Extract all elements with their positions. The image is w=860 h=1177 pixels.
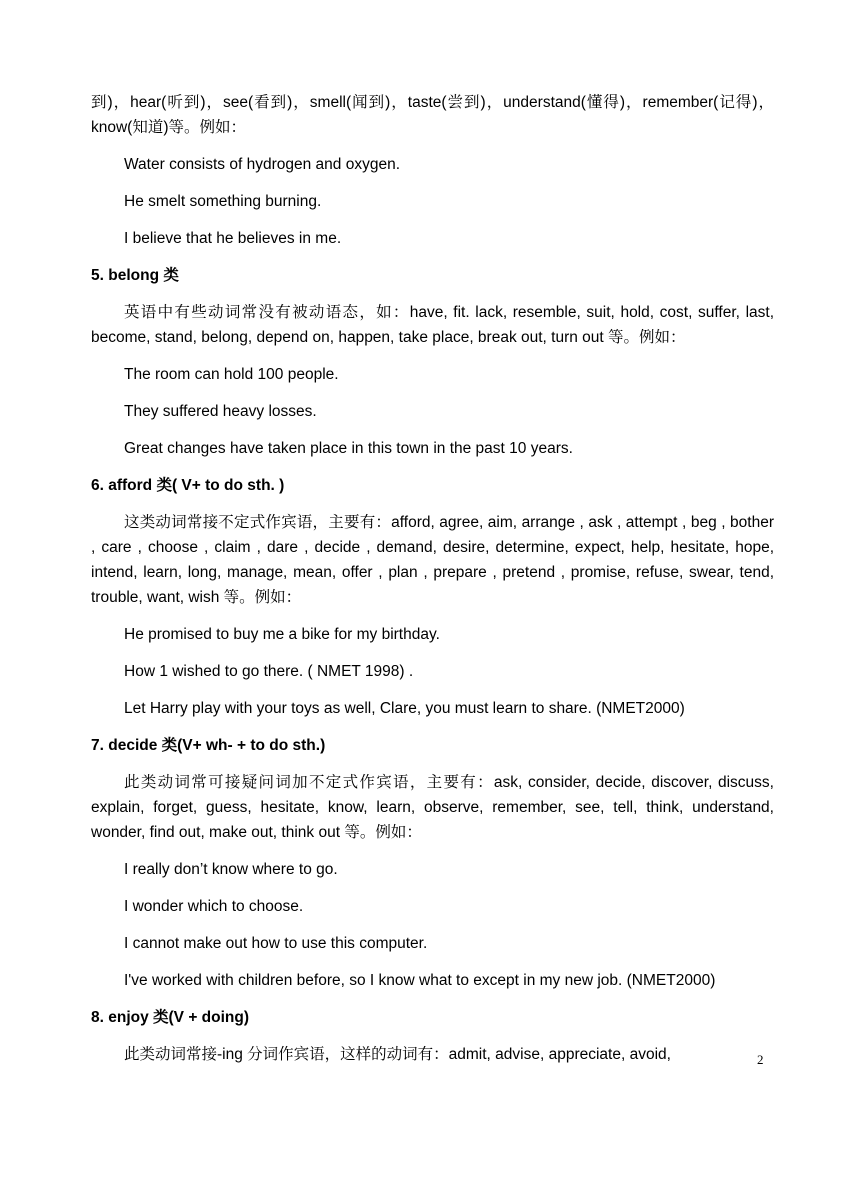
section-paragraph-belong: 英语中有些动词常没有被动语态，如：have, fit. lack, resemble, suit, hold, cost, suffer, last, become, stand, belong, depend on, happen, take place, break out, turn out 等。例如： [91,304,774,346]
section-heading-afford: 6. afford 类( V+ to do sth. ) [91,477,285,494]
intro-paragraph: 到)，hear(听到)，see(看到)，smell(闻到)，taste(尝到)，understand(懂得)，remember(记得)，know(知道)等。例如： [91,94,774,136]
section-paragraph-enjoy: 此类动词常接-ing 分词作宾语，这样的动词有：admit, advise, appreciate, avoid, [124,1046,671,1063]
example-sentence: Let Harry play with your toys as well, Clare, you must learn to share. (NMET2000) [124,700,685,717]
section-paragraph-decide: 此类动词常可接疑问词加不定式作宾语，主要有：ask, consider, decide, discover, discuss, explain, forget, guess, hesitate, know, learn, observe, remember, see, tell, think, understand, wonder, find out, make out, think out 等。例如： [91,774,774,841]
example-sentence: Water consists of hydrogen and oxygen. [124,156,400,173]
page-content [91,90,774,1079]
page-number: 2 [757,1052,764,1067]
section-heading-decide: 7. decide 类(V+ wh- + to do sth.) [91,737,326,754]
example-sentence: Great changes have taken place in this town in the past 10 years. [124,440,573,457]
example-sentence: I've worked with children before, so I know what to except in my new job. (NMET2000) [124,972,716,989]
example-sentence: I wonder which to choose. [124,898,304,915]
example-sentence: I believe that he believes in me. [124,230,342,247]
section-paragraph-afford: 这类动词常接不定式作宾语，主要有：afford, agree, aim, arrange , ask , attempt , beg , bother , care , choose , claim , dare , decide , demand, desire, determine, expect, help, hesitate, hope, intend, learn, long, manage, mean, offer , plan , prepare , pretend , promise, refuse, swear, tend, trouble, want, wish 等。例如： [91,514,774,606]
example-sentence: I cannot make out how to use this computer. [124,935,428,952]
example-sentence: He smelt something burning. [124,193,322,210]
example-sentence: I really don’t know where to go. [124,861,338,878]
section-heading-belong: 5. belong 类 [91,267,179,284]
example-sentence: The room can hold 100 people. [124,366,339,383]
example-sentence: He promised to buy me a bike for my birthday. [124,626,440,643]
section-heading-enjoy: 8. enjoy 类(V + doing) [91,1009,250,1026]
example-sentence: They suffered heavy losses. [124,403,317,420]
example-sentence: How 1 wished to go there. ( NMET 1998) . [124,663,414,680]
